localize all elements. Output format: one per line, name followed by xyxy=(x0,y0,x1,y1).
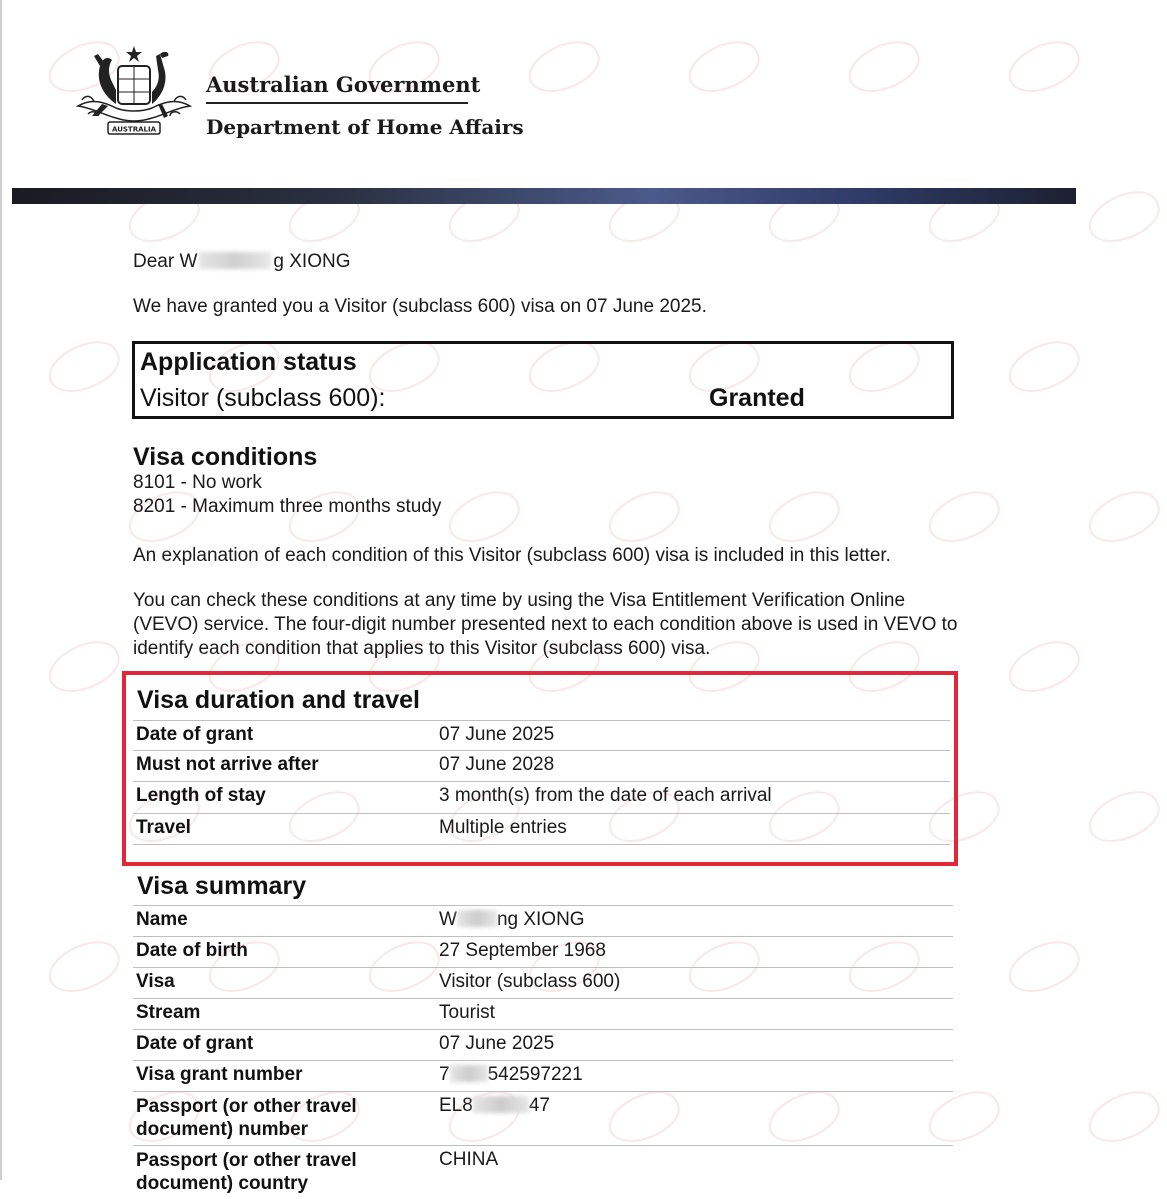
value-prefix: EL8 xyxy=(439,1095,473,1116)
value-prefix: W xyxy=(439,909,457,930)
value-suffix: 47 xyxy=(528,1095,550,1116)
watermark-stamp xyxy=(1001,631,1087,702)
watermark-stamp xyxy=(681,31,767,102)
redacted-text xyxy=(450,1065,488,1082)
duration-title: Visa duration and travel xyxy=(137,686,420,714)
status-value: Granted xyxy=(709,384,805,412)
table-row xyxy=(133,813,950,844)
table-row xyxy=(133,905,953,936)
summary-title: Visa summary xyxy=(137,872,307,900)
row-value: 07 June 2025 xyxy=(439,1033,555,1054)
watermark-stamp xyxy=(1081,481,1167,552)
table-row xyxy=(133,781,950,813)
table-row xyxy=(133,1091,953,1145)
row-value: 27 September 1968 xyxy=(439,940,606,961)
row-value: 07 June 2025 xyxy=(439,724,555,745)
table-end-rule xyxy=(133,844,950,845)
watermark-stamp xyxy=(921,481,1007,552)
application-status-box xyxy=(132,341,954,419)
row-label: Must not arrive after xyxy=(136,754,319,775)
row-label: Date of birth xyxy=(136,940,248,961)
row-value: Multiple entries xyxy=(439,817,567,838)
row-label: Date of grant xyxy=(136,724,254,745)
watermark-stamp xyxy=(521,31,607,102)
condition-item: 8101 - No work xyxy=(133,472,262,493)
government-name: Australian Government xyxy=(206,72,481,97)
summary-table xyxy=(133,905,953,1199)
watermark-stamp xyxy=(41,631,127,702)
watermark-stamp xyxy=(841,31,927,102)
watermark-stamp xyxy=(441,481,527,552)
watermark-stamp xyxy=(1081,781,1167,852)
duration-table xyxy=(133,720,950,845)
watermark-stamp xyxy=(601,481,687,552)
granted-sentence: We have granted you a Visitor (subclass 600) visa on 07 June 2025. xyxy=(133,296,707,317)
watermark-stamp xyxy=(1001,331,1087,402)
table-row xyxy=(133,750,950,781)
crest-banner-text: AUSTRALIA xyxy=(112,125,156,134)
row-value xyxy=(439,1064,583,1086)
redacted-text xyxy=(457,910,497,927)
row-value: Tourist xyxy=(439,1002,495,1023)
conditions-title: Visa conditions xyxy=(133,443,318,471)
row-label: Travel xyxy=(136,817,191,838)
header-divider xyxy=(206,102,468,104)
row-value xyxy=(439,909,585,931)
row-value: 3 month(s) from the date of each arrival xyxy=(439,785,772,806)
value-prefix: 7 xyxy=(439,1064,450,1085)
condition-item: 8201 - Maximum three months study xyxy=(133,496,442,517)
vevo-paragraph: You can check these conditions at any time by using the Visa Entitlement Verification Online (VEVO) service. The four-digit number presented next to each condition above is used in VEVO to identify each condition that applies to this Visitor (subclass 600) visa. xyxy=(133,590,958,659)
redacted-text xyxy=(199,252,271,269)
watermark-stamp xyxy=(1001,931,1087,1002)
row-label: Date of grant xyxy=(136,1033,254,1054)
status-title: Application status xyxy=(140,348,357,376)
table-row xyxy=(133,1145,953,1199)
row-label: Length of stay xyxy=(136,785,266,806)
table-row xyxy=(133,936,953,967)
watermark-stamp xyxy=(1081,181,1167,252)
watermark-stamp xyxy=(1001,31,1087,102)
row-label: Stream xyxy=(136,1002,201,1023)
table-row xyxy=(133,720,950,750)
row-label: Name xyxy=(136,909,188,930)
watermark-stamp xyxy=(41,331,127,402)
row-value: 07 June 2028 xyxy=(439,754,555,775)
row-value xyxy=(439,1095,550,1117)
conditions-explanation: An explanation of each condition of this Visitor (subclass 600) visa is included in this letter. xyxy=(133,545,891,566)
watermark-stamp xyxy=(41,931,127,1002)
table-row xyxy=(133,1060,953,1091)
row-value: Visitor (subclass 600) xyxy=(439,971,621,992)
greeting-prefix: Dear W xyxy=(133,251,198,272)
row-value: CHINA xyxy=(439,1149,499,1170)
table-row xyxy=(133,998,953,1029)
table-row xyxy=(133,967,953,998)
greeting-suffix: g XIONG xyxy=(273,251,351,272)
status-label: Visitor (subclass 600): xyxy=(140,384,386,412)
row-label: Passport (or other travel document) number xyxy=(136,1096,357,1140)
row-label: Visa grant number xyxy=(136,1064,303,1085)
coat-of-arms-icon xyxy=(72,44,196,140)
watermark-stamp xyxy=(1081,1081,1167,1152)
watermark-stamp xyxy=(761,481,847,552)
department-name: Department of Home Affairs xyxy=(206,115,524,139)
value-suffix: ng XIONG xyxy=(496,909,585,930)
row-label: Passport (or other travel document) country xyxy=(136,1150,357,1194)
value-suffix: 542597221 xyxy=(487,1064,583,1085)
row-label: Visa xyxy=(136,971,175,992)
redacted-text xyxy=(473,1096,529,1113)
header-band xyxy=(12,188,1076,204)
greeting xyxy=(133,250,350,274)
table-row xyxy=(133,1029,953,1060)
